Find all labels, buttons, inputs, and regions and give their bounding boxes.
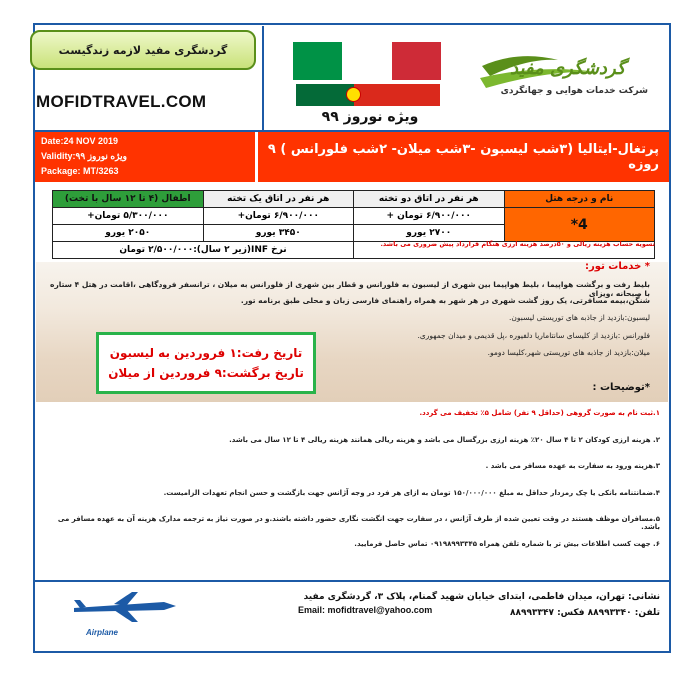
airplane-logo-icon (44, 588, 194, 638)
services-line: لیسبون:بازدید از جاذبه های توریستی لیسبون. (508, 313, 650, 322)
return-date: تاریخ برگشت:۹ فروردین از میلان (108, 366, 304, 380)
table-cell: ۵/۳۰۰/۰۰۰ تومان+ (53, 208, 204, 225)
logo-name: گردشگری مفید (510, 58, 626, 79)
table-header: هر نفر در اتاق دو تخته (354, 191, 505, 208)
airplane-label: Airplane (86, 628, 119, 637)
description-item: ۶. جهت کسب اطلاعات بیش تر با شماره تلفن همراه ۰۹۱۹۸۹۹۳۳۴۵ تماس حاصل فرمایید. (354, 540, 660, 548)
validity-label: Validity:ویژه نوروز ۹۹ (41, 151, 127, 161)
special-offer-title: ویژه نوروز ۹۹ (321, 109, 419, 125)
divider (35, 580, 669, 582)
table-cell: ۲۰۵۰ یورو (53, 225, 204, 242)
footer-address: نشانی: تهران، میدان فاطمی، ابتدای خیابان شهید گمنام، پلاک ۳، گردشگری مفید (303, 592, 660, 602)
table-cell: ۳۴۵۰ یورو (203, 225, 354, 242)
tour-title-text: پرتغال-ایتالیا (۳شب لیسبون -۳شب میلان- ۲شب فلورانس ) ۹ روزه (267, 142, 659, 172)
table-header: اطفال (۴ تا ۱۲ سال با تخت) (53, 191, 204, 208)
description-item: ۲. هزینه ارزی کودکان ۲ تا ۴ سال ۲۰٪ هزینه ارزی بزرگسال می باشد و هزینه ریالی همانند هزینه ریالی ۴ تا ۱۲ سال می باشد. (229, 436, 660, 444)
package-label: Package: MT/3263 (41, 166, 119, 176)
italy-flag (293, 42, 441, 80)
footer-phones: تلفن: ۸۸۹۹۳۳۴۰ فکس: ۸۸۹۹۳۳۴۷ (510, 608, 660, 618)
footer-email[interactable]: Email: mofidtravel@yahoo.com (298, 605, 433, 615)
table-cell: ۲۷۰۰ یورو (354, 225, 505, 242)
services-line: فلورانس :بازدید از کلیسای سانتاماریا دلفیوره ،پل قدیمی و میدان جمهوری. (417, 331, 650, 340)
travel-dates-box (96, 332, 316, 394)
services-title: * خدمات تور: (585, 261, 650, 272)
package-info-box (35, 132, 255, 182)
divider (262, 26, 264, 130)
table-header: نام و درجه هتل (504, 191, 655, 208)
table-cell: ۶/۹۰۰/۰۰۰ تومان + (354, 208, 505, 225)
infant-price: نرخ INF(زیر ۲ سال):۲/۵۰۰/۰۰۰ تومان (53, 242, 354, 259)
slogan-banner (30, 30, 256, 70)
price-table (52, 190, 655, 259)
logo-subtitle: شرکت خدمات هوایی و جهانگردی (500, 86, 648, 96)
table-cell: ۶/۹۰۰/۰۰۰ تومان+ (203, 208, 354, 225)
hotel-grade: 4* (504, 208, 655, 242)
portugal-flag (296, 84, 440, 106)
description-item: ۱.ثبت نام به صورت گروهی (حداقل ۹ نفر) شامل ۵٪ تخفیف می گردد. (419, 409, 660, 417)
descriptions-title: *توضیحات : (592, 382, 650, 393)
description-item: ۴.ضمانتنامه بانکی یا چک رمزدار حداقل به مبلغ ۱۵۰/۰۰۰/۰۰۰ تومان به ازای هر فرد در وجه آژانس جهت بازگشت و حسن انجام تعهدات الزامیست. (163, 489, 660, 497)
services-line: میلان:بازدید از جاذبه های توریستی شهر،کلیسا دومو. (487, 348, 650, 357)
services-line: شنگن،بیمه مسافرتی، یک روز گشت شهری در هر شهر به همراه راهنمای فارسی زبان و محلی طبق برنامه تور. (240, 296, 650, 305)
services-line: بلیط رفت و برگشت هواپیما ، بلیط هواپیما بین شهری از لیسبون به فلورانس و قطار بین شهری از فلورانس به میلان ، ترانسفر فرودگاهی ،اقامت در هتل ۴ ستاره با صبحانه ،ویزای (50, 280, 650, 298)
description-item: ۳.هزینه ورود به سفارت به عهده مسافر می باشد . (485, 462, 660, 470)
description-item: ۵.مسافران موظف هستند در وقت تعیین شده از طرف آژانس ، در سفارت جهت انگشت نگاری حضور داشته باشند.و در صورت نیاز به ترجمه مدارک هزینه آن به عهده مسافر می باشد. (57, 515, 660, 531)
slogan-text: گردشگری مفید لازمه زندگیست (58, 43, 228, 57)
departure-date: تاریخ رفت:۱ فروردین به لیسبون (109, 346, 303, 360)
tour-title (258, 132, 669, 182)
date-label: Date:24 NOV 2019 (41, 136, 119, 146)
payment-note: تسویه حساب هزینه ریالی و ۵۰درصد هزینه ارزی هنگام قرارداد پیش ضروری می باشد. (380, 240, 655, 248)
table-header: هر نفر در اتاق یک تخته (203, 191, 354, 208)
website-label: MOFIDTRAVEL.COM (36, 92, 207, 111)
